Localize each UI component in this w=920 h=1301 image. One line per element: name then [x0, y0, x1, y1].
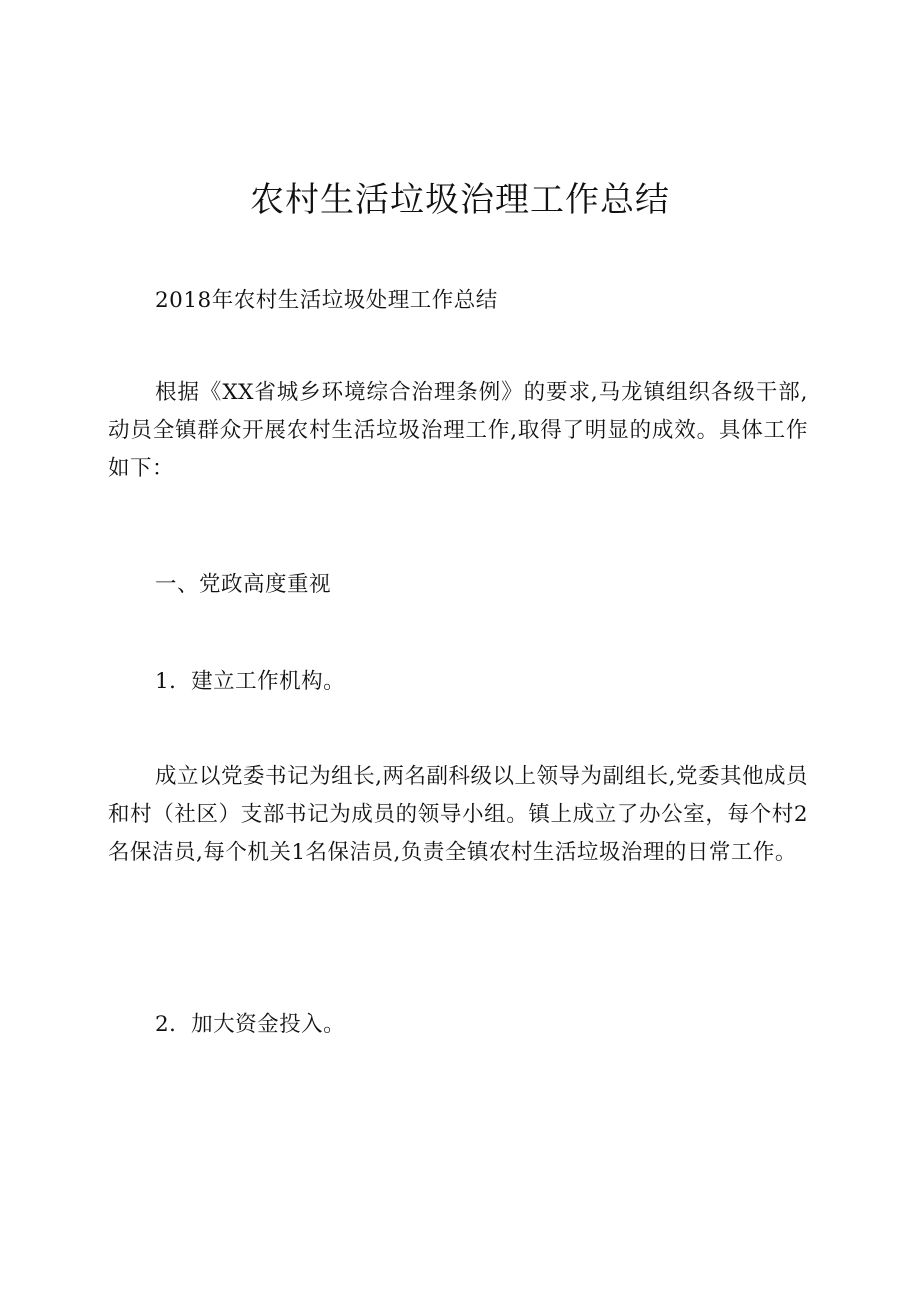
document-title: 农村生活垃圾治理工作总结 — [250, 180, 670, 220]
document-subtitle: 2018年农村生活垃圾处理工作总结 — [155, 288, 498, 313]
intro-paragraph: 根据《XX省城乡环境综合治理条例》的要求,马龙镇组织各级干部,动员全镇群众开展农村生活垃圾治理工作,取得了明显的成效。具体工作如下： — [108, 380, 808, 481]
item-2-heading: 2．加大资金投入。 — [155, 1012, 346, 1037]
section-1-heading: 一、党政高度重视 — [155, 572, 332, 597]
item-1-heading: 1．建立工作机构。 — [155, 669, 346, 694]
item-1-body-paragraph: 成立以党委书记为组长,两名副科级以上领导为副组长,党委其他成员和村（社区）支部书记为成员的领导小组。镇上成立了办公室，每个村2名保洁员,每个机关1名保洁员,负责全镇农村生活垃圾治理的日常工作。 — [108, 764, 808, 865]
